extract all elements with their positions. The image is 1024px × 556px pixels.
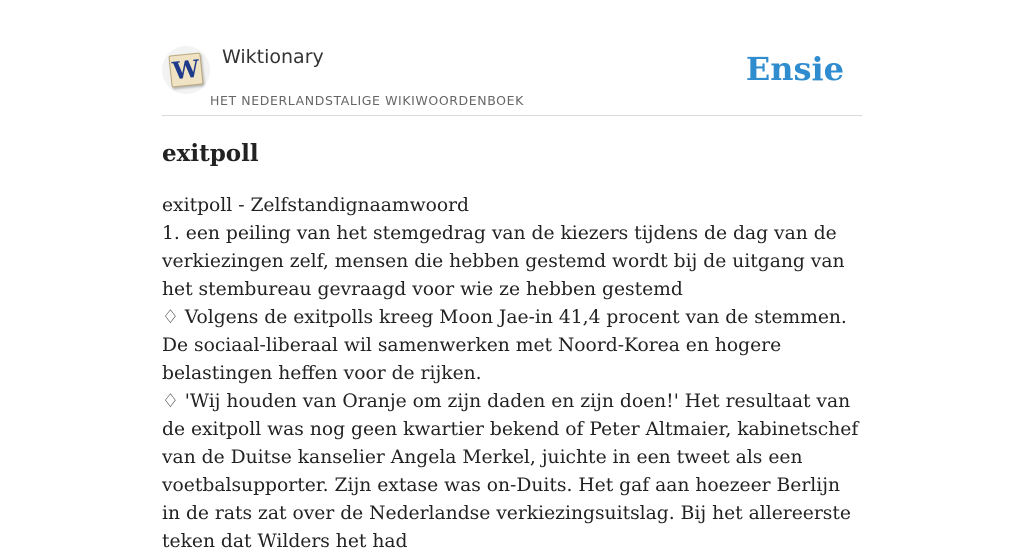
wiktionary-logo-icon[interactable] (162, 46, 210, 94)
entry-example: ♢ 'Wij houden van Oranje om zijn daden en zijn doen!' Het resultaat van de exitpoll was nog geen kwartier bekend of Peter Altmaier, kabinetschef van de Duitse kanselier Angela Merkel, juichte in een tweet als een voetbalsupporter. Zijn extase was on-Duits. Het gaf aan hoezeer Berlijn in de rats zat over de Nederlandse verkiezingsuitslag. Bij het allereerste teken dat Wilders het had (162, 391, 859, 552)
site-header (162, 0, 862, 116)
ensie-brand-logo[interactable]: Ensie (745, 50, 844, 88)
entry-example: ♢ Volgens de exitpolls kreeg Moon Jae-in 41,4 procent van de stemmen. De sociaal-liberaal wil samenwerken met Noord-Korea en hogere belastingen heffen voor de rijken. (162, 307, 847, 384)
entry-definition: 1. een peiling van het stemgedrag van de kiezers tijdens de dag van de verkiezingen zelf, mensen die hebben gestemd wordt bij de uitgang van het stembureau gevraagd voor wie ze hebben gestemd (162, 223, 845, 300)
entry-heading: exitpoll - Zelfstandignaamwoord (162, 195, 469, 216)
entry-content (162, 192, 862, 556)
logo-tile: W (168, 52, 203, 87)
page (162, 0, 862, 552)
site-name[interactable]: Wiktionary (222, 46, 324, 68)
page-title: exitpoll (162, 140, 259, 167)
site-tagline: HET NEDERLANDSTALIGE WIKIWOORDENBOEK (210, 93, 524, 108)
